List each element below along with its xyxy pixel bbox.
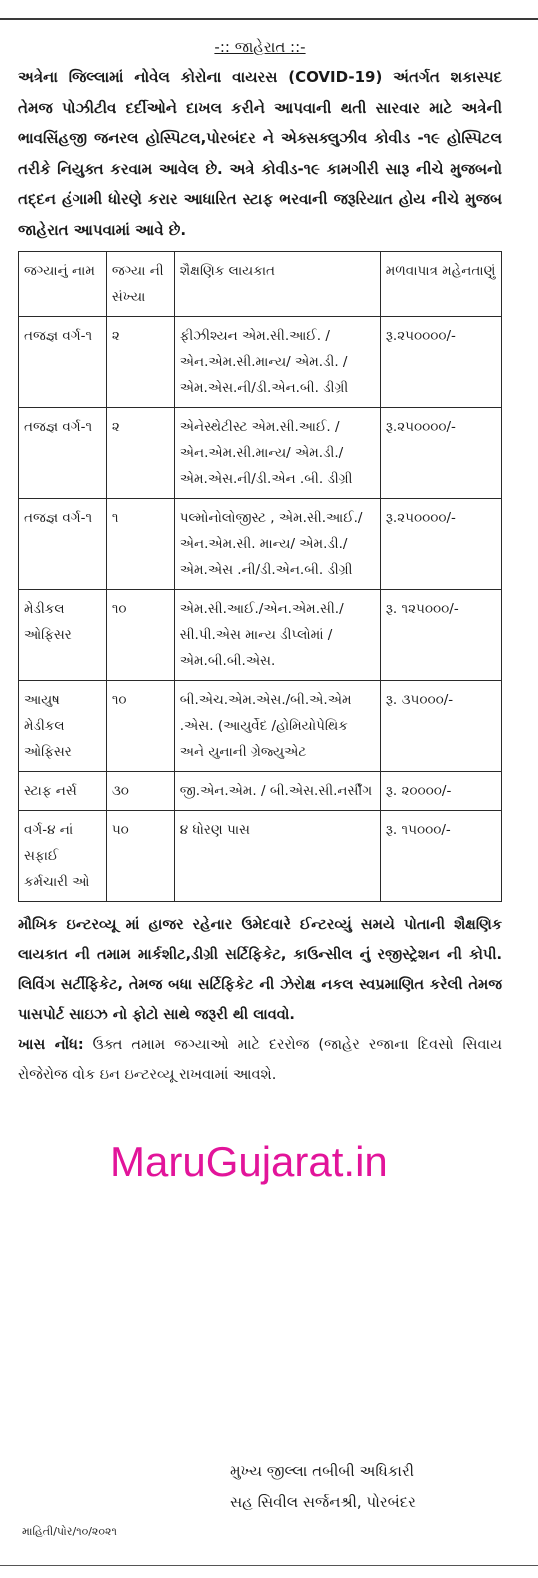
cell-salary: રૂ. ૧૨૫૦૦૦/- <box>380 590 501 681</box>
cell-qualification: જી.એન.એમ. / બી.એસ.સી.નર્સીંગ <box>174 772 380 811</box>
cell-post-count: ૧૦ <box>106 681 174 772</box>
advertisement-notice <box>18 38 502 1090</box>
special-note <box>18 1030 502 1090</box>
header-salary: મળવાપાત્ર મહેનતાણું <box>380 252 501 317</box>
cell-post-count: ૨ <box>106 317 174 408</box>
cell-salary: રૂ. ૧૫૦૦૦/- <box>380 811 501 902</box>
cell-qualification: પલ્મોનોલોજીસ્ટ , એમ.સી.આઈ./એન.એમ.સી. માન્ય/ એમ.ડી./ એમ.એસ .ની/ડી.એન.બી. ડીગ્રી <box>174 499 380 590</box>
cell-qualification: ફીઝીશ્યન એમ.સી.આઈ. /એન.એમ.સી.માન્ય/ એમ.ડી. /એમ.એસ.ની/ડી.એન.બી. ડીગ્રી <box>174 317 380 408</box>
cell-qualification: ૪ ધોરણ પાસ <box>174 811 380 902</box>
table-row <box>19 499 502 590</box>
cell-post-count: ૫૦ <box>106 811 174 902</box>
cell-qualification: એનેસ્થેટીસ્ટ એમ.સી.આઈ. /એન.એમ.સી.માન્ય/ એમ.ડી./એમ.એસ.ની/ડી.એન .બી. ડીગ્રી <box>174 408 380 499</box>
table-row <box>19 681 502 772</box>
cell-salary: રૂ. ૩૫૦૦૦/- <box>380 681 501 772</box>
intro-paragraph: અત્રેના જિલ્લામાં નોવેલ કોરોના વાયરસ (COVID-19) અંતર્ગત શકાસ્પદ તેમજ પોઝીટીવ દર્દીઓને દાખલ કરીને આપવાની થતી સારવાર માટે અત્રેની ભાવસિંહજી જનરલ હોસ્પિટલ,પોરબંદર ને એક્સક્લુઝીવ કોવીડ -૧૯ હોસ્પિટલ તરીકે નિયુક્ત કરવામ આવેલ છે. અત્રે કોવીડ-૧૯ કામગીરી સારૂ નીચે મુજબનો તદ્દન હંગામી ધોરણે કરાર આધારિત સ્ટાફ ભરવાની જરૂરિયાત હોય નીચે મુજબ જાહેરાત આપવામાં આવે છે. <box>18 68 502 239</box>
special-note-text: ઉક્ત તમામ જગ્યાઓ માટે દરરોજ (જાહેર રજાના દિવસો સિવાય રોજેરોજ વોક ઇન ઇન્ટરવ્યૂ રાખવામાં આવશે. <box>18 1037 502 1083</box>
cell-post-name: તજજ્ઞ વર્ગ-૧ <box>19 408 107 499</box>
cell-post-count: ૨ <box>106 408 174 499</box>
header-post-count: જગ્યા ની સંખ્યા <box>106 252 174 317</box>
reference-number: માહિતી/પોર/૧૦/૨૦૨૧ <box>22 1525 117 1538</box>
cell-post-name: તજજ્ઞ વર્ગ-૧ <box>19 317 107 408</box>
cell-post-name: આયુષ મેડીકલ ઓફિસર <box>19 681 107 772</box>
cell-post-name: મેડીકલ ઓફિસર <box>19 590 107 681</box>
top-border-line <box>0 18 538 20</box>
header-post-name: જગ્યાનું નામ <box>19 252 107 317</box>
bottom-border-line <box>0 1565 538 1566</box>
table-row <box>19 317 502 408</box>
cell-post-count: ૩૦ <box>106 772 174 811</box>
cell-salary: રૂ.૨૫૦૦૦૦/- <box>380 408 501 499</box>
table-header-row <box>19 252 502 317</box>
cell-salary: રૂ. ૨૦૦૦૦/- <box>380 772 501 811</box>
vacancy-table <box>18 251 502 902</box>
cell-post-name: સ્ટાફ નર્સ <box>19 772 107 811</box>
header-qualification: શૈક્ષણિક લાયકાત <box>174 252 380 317</box>
site-watermark: MaruGujarat.in <box>110 1138 388 1185</box>
signature-line-2: સહ સિવીલ સર્જનશ્રી, પોરબંદર <box>230 1493 416 1511</box>
cell-post-name: વર્ગ-૪ નાં સફાઈ કર્મચારી ઓ <box>19 811 107 902</box>
cell-post-name: તજજ્ઞ વર્ગ-૧ <box>19 499 107 590</box>
signature-line-1: મુખ્ય જીલ્લા તબીબી અધિકારી <box>230 1462 415 1480</box>
special-note-label: ખાસ નોંધ: <box>18 1037 84 1053</box>
interview-instructions: મૌખિક ઇન્ટરવ્યૂ માં હાજર રહેનાર ઉમેદવારે ઈન્ટરવ્યું સમયે પોતાની શૈક્ષણિક લાયકાત ની તમામ માર્કશીટ,ડીગ્રી સર્ટિફિકેટ, કાઉન્સીલ નું રજીસ્ટ્રેશન ની કોપી. લિવિંગ સર્ટીફિકેટ, તેમજ બધા સર્ટિફિકેટ ની ઝેરોક્ષ નકલ સ્વપ્રમાણિત કરેલી તેમજ પાસપોર્ટ સાઇઝ નો ફોટો સાથે જરૂરી થી લાવવો. <box>18 917 502 1023</box>
cell-qualification: બી.એચ.એમ.એસ./બી.એ.એમ .એસ. (આયુર્વેદ /હોમિયોપેથિક અને યુનાની ગ્રેજ્યુએટ <box>174 681 380 772</box>
table-row <box>19 772 502 811</box>
cell-post-count: ૧ <box>106 499 174 590</box>
table-row <box>19 811 502 902</box>
cell-salary: રૂ.૨૫૦૦૦૦/- <box>380 317 501 408</box>
notice-title: -:: જાહેરાત ::- <box>214 38 306 56</box>
table-row <box>19 408 502 499</box>
cell-post-count: ૧૦ <box>106 590 174 681</box>
signature-block <box>230 1456 416 1518</box>
cell-qualification: એમ.સી.આઈ./એન.એમ.સી./ સી.પી.એસ માન્ય ડીપ્લોમાં /એમ.બી.બી.એસ. <box>174 590 380 681</box>
table-row <box>19 590 502 681</box>
cell-salary: રૂ.૨૫૦૦૦૦/- <box>380 499 501 590</box>
